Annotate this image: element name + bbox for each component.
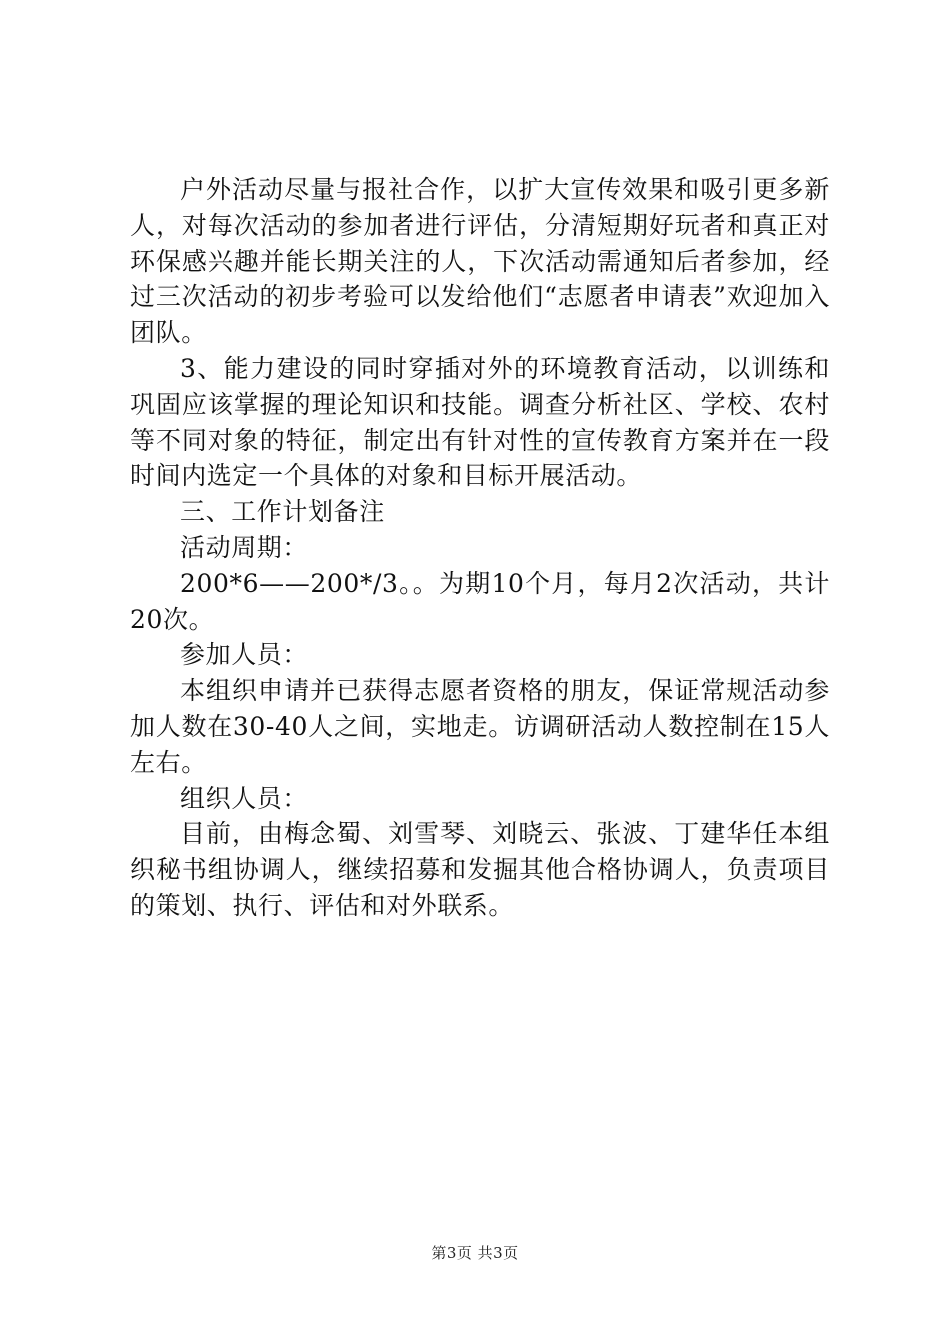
section-heading-plan-notes: 三、工作计划备注 xyxy=(180,497,385,527)
label-activity-period: 活动周期： xyxy=(180,532,309,562)
document-body xyxy=(130,172,830,924)
paragraph-outdoor-activities: 户外活动尽量与报社合作，以扩大宣传效果和吸引更多新人，对每次活动的参加者进行评估，分清短期好玩者和真正对环保感兴趣并能长期关注的人，下次活动需通知后者参加，经过三次活动的初步考验可以发给他们“志愿者申请表”欢迎加入团队。 xyxy=(130,175,830,348)
paragraph-capacity-building: 3、能力建设的同时穿插对外的环境教育活动，以训练和巩固应该掌握的理论知识和技能。调查分析社区、学校、农村等不同对象的特征，制定出有针对性的宣传教育方案并在一段时间内选定一个具体的对象和目标开展活动。 xyxy=(130,353,830,491)
label-organizers: 组织人员： xyxy=(180,783,309,813)
paragraph-organizers: 目前，由梅念蜀、刘雪琴、刘晓云、张波、丁建华任本组织秘书组协调人，继续招募和发掘其他合格协调人，负责项目的策划、执行、评估和对外联系。 xyxy=(130,819,830,920)
label-participants: 参加人员： xyxy=(180,640,309,670)
paragraph-activity-period: 200*6——200*/3。。为期10个月，每月2次活动，共计20次。 xyxy=(130,568,830,634)
page-number-footer: 第3页 共3页 xyxy=(431,1244,519,1262)
paragraph-participants: 本组织申请并已获得志愿者资格的朋友，保证常规活动参加人数在30-40人之间，实地走。访调研活动人数控制在15人左右。 xyxy=(130,676,830,777)
